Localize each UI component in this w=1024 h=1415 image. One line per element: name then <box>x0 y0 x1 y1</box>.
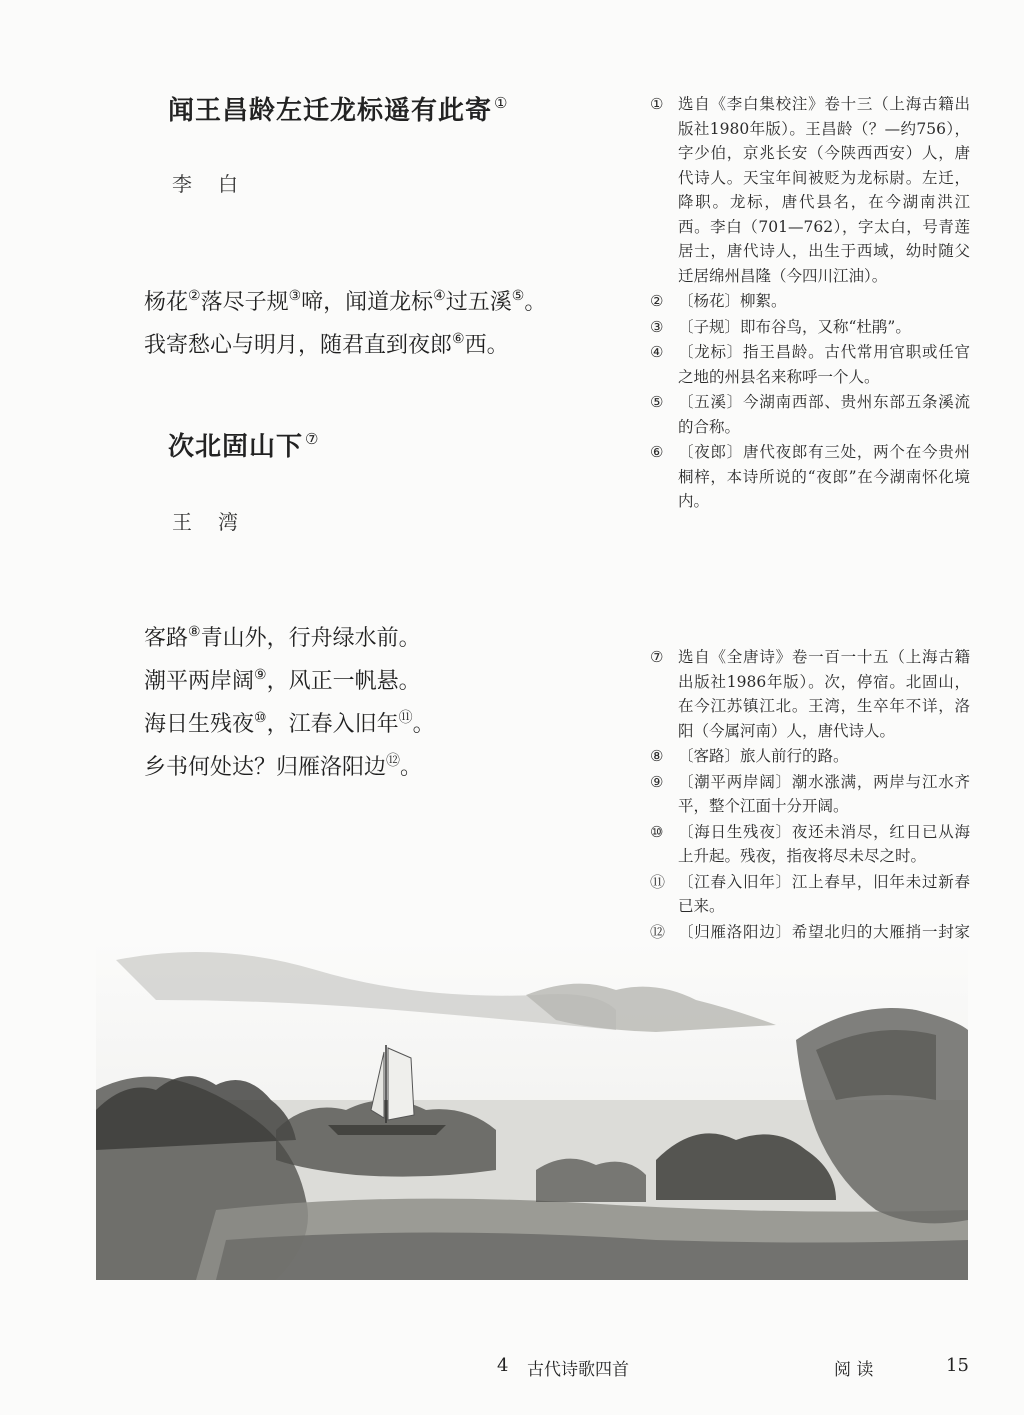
poem-author: 李白 <box>172 172 264 196</box>
poem-title-text: 次北固山下 <box>168 432 304 462</box>
poem-line <box>144 321 546 364</box>
poem-line <box>144 614 435 657</box>
poem-text: 我寄愁心与明月，随君直到夜郎 <box>144 333 453 358</box>
poem-text: 过五溪 <box>445 290 512 315</box>
footnote-number: ① <box>650 95 664 113</box>
poem-text: 海日生残夜 <box>144 712 255 737</box>
lesson-number: 4 <box>497 1355 509 1376</box>
poem-text: 乡书何处达？归雁洛阳边 <box>144 755 387 780</box>
poem-body <box>144 278 546 364</box>
footnote-marker: ⑪ <box>398 710 413 726</box>
footnote-marker: ② <box>188 288 201 304</box>
footnote-marker: ⑩ <box>254 710 267 726</box>
footnote-item <box>650 820 970 869</box>
footnote-marker: ⑧ <box>188 624 201 640</box>
footnote-text: 〔五溪〕今湖南西部、贵州东部五条溪流的合称。 <box>678 393 970 436</box>
poem-text: 。 <box>400 755 423 780</box>
poem-author: 王湾 <box>172 510 264 534</box>
poem-text: 啼，闻道龙标 <box>301 290 434 315</box>
poem-text: 客路 <box>144 626 189 651</box>
footnote-text: 〔归雁洛阳边〕希望北归的大雁捎一封家 <box>678 922 970 941</box>
footnote-item <box>650 340 970 389</box>
poem-text: 潮平两岸阔 <box>144 669 255 694</box>
poem-line <box>144 743 435 786</box>
poem-title <box>168 426 319 463</box>
poem-text: ，风正一帆悬。 <box>266 669 421 694</box>
footnote-text: 选自《全唐诗》卷一百一十五（上海古籍出版社1986年版）。次，停宿。北固山，在今江苏镇江北。王湾，生卒年不详，洛阳（今属河南）人，唐代诗人。 <box>678 648 970 740</box>
footnote-marker: ③ <box>288 288 302 304</box>
footnote-item <box>650 390 970 439</box>
footnote-item <box>650 645 970 743</box>
footnote-text: 选自《李白集校注》卷十三（上海古籍出版社1980年版）。王昌龄（？—约756），字少伯，京兆长安（今陕西西安）人，唐代诗人。天宝年间被贬为龙标尉。左迁，降职。龙标，唐代县名，在今湖南洪江西。李白（701—762），字太白，号青莲居士，唐代诗人，出生于西域，幼时随父迁居绵州昌隆（今四川江油）。 <box>678 95 970 285</box>
footnote-item <box>650 870 970 919</box>
footnote-marker: ⑥ <box>452 331 465 347</box>
footnotes-poem1 <box>650 92 970 515</box>
footnote-marker: ① <box>494 94 509 112</box>
landscape-painting <box>96 940 968 1280</box>
footnote-text: 〔杨花〕柳絮。 <box>678 292 787 310</box>
lesson-title: 古代诗歌四首 <box>527 1360 629 1380</box>
footnote-number: ⑦ <box>650 648 664 666</box>
poem-line <box>144 278 546 321</box>
page-number: 15 <box>946 1355 969 1376</box>
footnote-marker: ⑫ <box>386 753 401 769</box>
footnote-text: 〔龙标〕指王昌龄。古代常用官职或任官之地的州县名来称呼一个人。 <box>678 343 970 386</box>
footnote-item <box>650 440 970 514</box>
footnote-text: 〔夜郎〕唐代夜郎有三处，两个在今贵州桐梓，本诗所说的“夜郎”在今湖南怀化境内。 <box>678 443 970 510</box>
footnote-number: ⑩ <box>650 822 664 841</box>
poem-text: 杨花 <box>144 290 189 315</box>
poem-line <box>144 657 435 700</box>
footnote-item <box>650 289 970 314</box>
footnote-item <box>650 770 970 819</box>
footnote-number: ② <box>650 292 664 310</box>
poem-body <box>144 614 435 786</box>
footnote-text: 〔子规〕即布谷鸟，又称“杜鹃”。 <box>678 317 911 336</box>
poem-text: 西。 <box>464 333 509 358</box>
poem-title-text: 闻王昌龄左迁龙标遥有此寄 <box>168 96 493 126</box>
footnotes-poem2 <box>650 645 970 970</box>
footnote-marker: ④ <box>433 288 446 304</box>
footnote-number: ③ <box>650 317 664 336</box>
footnote-text: 〔海日生残夜〕夜还未消尽，红日已从海上升起。残夜，指夜将尽未尽之时。 <box>678 822 970 865</box>
footnote-number: ⑫ <box>650 922 666 941</box>
footnote-marker: ⑨ <box>254 667 267 683</box>
poem-line <box>144 700 435 743</box>
poem-text: 青山外，行舟绿水前。 <box>200 626 421 651</box>
footnote-number: ⑥ <box>650 443 664 461</box>
footnote-number: ⑤ <box>650 393 664 411</box>
poem-text: 。 <box>412 712 435 737</box>
footnote-number: ④ <box>650 343 664 361</box>
footnote-number: ⑪ <box>650 872 666 891</box>
footnote-text: 〔江春入旧年〕江上春早，旧年未过新春已来。 <box>678 872 970 915</box>
footnote-marker: ⑦ <box>305 430 320 448</box>
footnote-text: 〔客路〕旅人前行的路。 <box>678 747 849 765</box>
poem-text: ，江春入旧年 <box>266 712 399 737</box>
footnote-text: 〔潮平两岸阔〕潮水涨满，两岸与江水齐平，整个江面十分开阔。 <box>678 772 970 815</box>
footnote-number: ⑧ <box>650 747 664 765</box>
poem-text: 落尽子规 <box>200 290 289 315</box>
footnote-marker: ⑤ <box>511 288 525 304</box>
footnote-item <box>650 744 970 769</box>
footnote-item <box>650 92 970 288</box>
poem-title <box>168 90 508 127</box>
footnote-number: ⑨ <box>650 772 664 791</box>
footnote-item <box>650 315 970 340</box>
poem-text: 。 <box>524 290 547 315</box>
section-label: 阅 读 <box>834 1360 874 1380</box>
